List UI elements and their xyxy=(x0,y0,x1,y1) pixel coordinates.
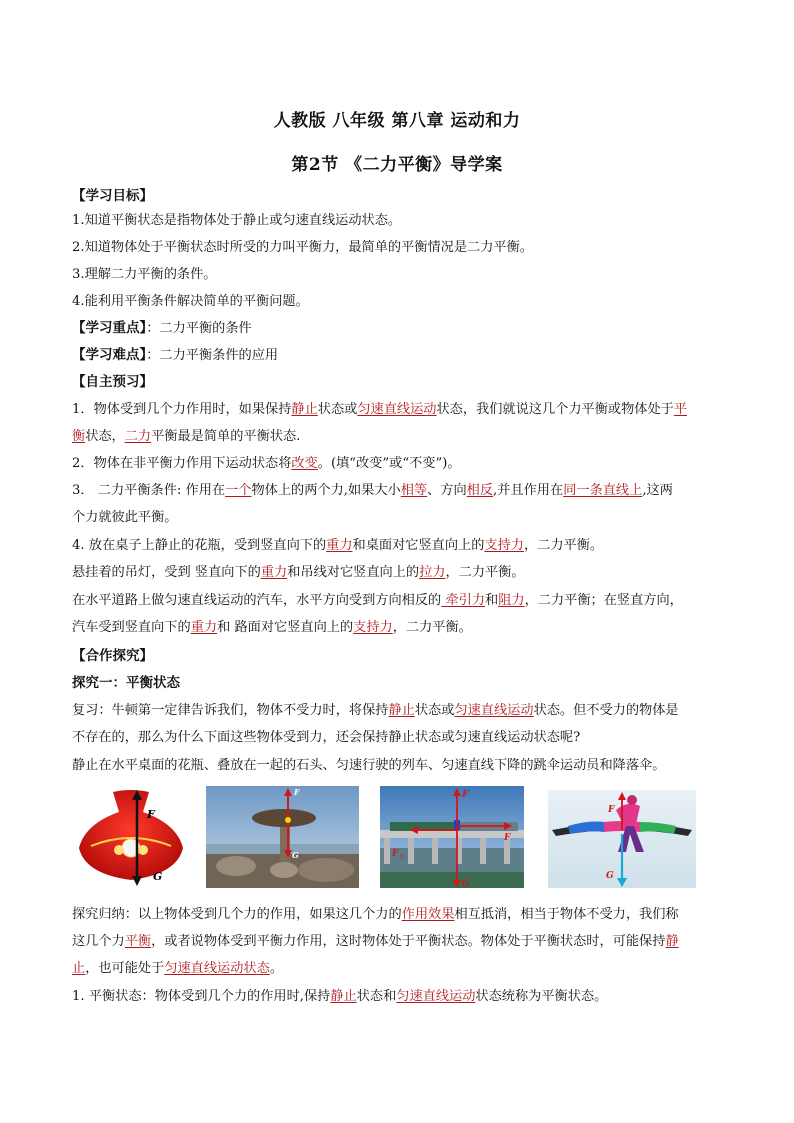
answer: 同一条直线上 xyxy=(563,483,643,498)
preview-q3-cont: 个力就彼此平衡。 xyxy=(72,510,178,525)
text: 汽车受到竖直向下的 xyxy=(72,620,191,635)
answer: 拉力 xyxy=(419,565,446,580)
key-point xyxy=(72,318,727,339)
text: 和 xyxy=(485,593,499,608)
answer: 作用效果 xyxy=(401,907,455,922)
text: 3． 二力平衡条件: 作用在 xyxy=(72,483,226,498)
text: 状态和 xyxy=(356,989,397,1004)
answer: 重力 xyxy=(326,538,353,553)
explore-heading: 【合作探究】 xyxy=(72,648,153,664)
answer: 平衡 xyxy=(124,934,152,949)
force-label-ff: F xyxy=(504,833,511,843)
review-line-1 xyxy=(72,701,727,721)
preview-q4-car xyxy=(72,591,727,611)
difficulty-point xyxy=(72,345,727,366)
key-heading: 【学习重点】 xyxy=(72,320,147,336)
answer: 重力 xyxy=(260,565,288,580)
goal-item-2: 2.知道物体处于平衡状态时所受的力叫平衡力，最简单的平衡情况是二力平衡。 xyxy=(72,240,533,255)
answer: 静止 xyxy=(388,703,415,718)
text: 探究归纳：以上物体受到几个力的作用，如果这几个力的 xyxy=(72,907,402,922)
answer: 相反 xyxy=(466,483,494,498)
force-label-f: F xyxy=(462,790,469,800)
text: 悬挂着的吊灯，受到 竖直向下的 xyxy=(72,565,261,580)
text: ，二力平衡。 xyxy=(392,620,472,635)
text: 复习：牛顿第一定律告诉我们，物体不受力时，将保持 xyxy=(72,703,389,718)
answer: 匀速直线运动 xyxy=(396,989,476,1004)
summary-line-1 xyxy=(72,905,727,925)
text: 在水平道路上做匀速直线运动的汽车，水平方向受到方向相反的 xyxy=(72,593,442,608)
force-label-f: F xyxy=(608,805,615,815)
answer: 平 xyxy=(673,402,688,417)
text: ，二力平衡。 xyxy=(445,565,525,580)
answer: 支持力 xyxy=(484,538,524,553)
text: 状态。但不受力的物体是 xyxy=(533,703,679,718)
force-label-f: F xyxy=(147,808,155,821)
text: 2．物体在非平衡力作用下运动状态将 xyxy=(72,456,292,471)
text: 状态或 xyxy=(317,402,358,417)
preview-q1-cont xyxy=(72,427,727,447)
text: 状态， xyxy=(85,429,125,444)
text: 、方向 xyxy=(427,483,467,498)
answer: 一个 xyxy=(225,483,252,498)
text: 和桌面对它竖直向上的 xyxy=(352,538,485,553)
preview-q4-car-cont xyxy=(72,618,727,638)
doc-title: 人教版 八年级 第八章 运动和力 xyxy=(273,111,521,131)
train-figure xyxy=(380,786,524,888)
text: ,并且作用在 xyxy=(493,483,564,498)
summary-line-2 xyxy=(72,932,727,952)
review-line-2: 不存在的，那么为什么下面这些物体受到力，还会保持静止状态或匀速直线运动状态呢? xyxy=(72,730,581,745)
text: 这几个力 xyxy=(72,934,125,949)
preview-q2 xyxy=(72,454,727,474)
vase-figure xyxy=(73,786,189,888)
answer: 二力 xyxy=(124,429,152,444)
answer: 重力 xyxy=(190,620,218,635)
answer: 衡 xyxy=(72,429,86,444)
answer: 相等 xyxy=(400,483,428,498)
preview-q4 xyxy=(72,536,727,556)
goals-heading: 【学习目标】 xyxy=(72,188,153,204)
preview-q4-lamp xyxy=(72,563,727,583)
text: 状态或 xyxy=(414,703,455,718)
goal-item-3: 3.理解二力平衡的条件。 xyxy=(72,267,217,282)
force-label-g: G xyxy=(292,850,299,860)
force-label-g: G xyxy=(153,870,163,883)
force-label-g: G xyxy=(606,871,614,881)
explore-sub: 探究一：平衡状态 xyxy=(72,675,180,691)
text: 。(填“改变”或“不变”)。 xyxy=(317,456,461,471)
text: 和吊线对它竖直向上的 xyxy=(287,565,420,580)
answer: 静止 xyxy=(330,989,357,1004)
force-label-g: G xyxy=(462,879,470,888)
answer: 匀速直线运动 xyxy=(357,402,437,417)
answer: 静 xyxy=(665,934,679,949)
force-label-fq: F xyxy=(392,849,399,859)
text: 。 xyxy=(269,961,283,976)
text: 相互抵消，相当于物体不受力，我们称 xyxy=(454,907,679,922)
review-line-3: 静止在水平桌面的花瓶、叠放在一起的石头、匀速行驶的列车、匀速直线下降的跳伞运动员和降落伞。 xyxy=(72,758,666,773)
text: 1. 平衡状态：物体受到几个力的作用时,保持 xyxy=(72,989,331,1004)
answer: 阻力 xyxy=(498,593,525,608)
preview-q3 xyxy=(72,481,727,501)
answer: 改变 xyxy=(291,456,318,471)
answer: 牵引力 xyxy=(441,593,486,608)
text: 物体上的两个力,如果大小 xyxy=(251,483,401,498)
text: ，二力平衡；在竖直方向， xyxy=(524,593,683,608)
answer: 止 xyxy=(72,961,86,976)
difficulty-heading: 【学习难点】 xyxy=(72,347,147,363)
summary-definition xyxy=(72,987,727,1007)
preview-q1 xyxy=(72,400,727,420)
force-label-fq-sub: 牵 xyxy=(399,854,406,861)
goal-item-1: 1.知道平衡状态是指物体处于静止或匀速直线运动状态。 xyxy=(72,213,402,228)
text: ，也可能处于 xyxy=(85,961,165,976)
force-label-f: F xyxy=(294,787,300,797)
text: 平衡最是简单的平衡状态. xyxy=(151,429,301,444)
text: 和 路面对它竖直向上的 xyxy=(217,620,354,635)
key-text: ：二力平衡的条件 xyxy=(146,321,252,336)
parachute-figure xyxy=(548,790,696,888)
preview-heading: 【自主预习】 xyxy=(72,374,153,390)
text: 4. 放在桌子上静止的花瓶，受到竖直向下的 xyxy=(72,538,327,553)
text: 1．物体受到几个力作用时，如果保持 xyxy=(72,402,292,417)
difficulty-text: ：二力平衡条件的应用 xyxy=(146,348,279,363)
answer: 匀速直线运动状态 xyxy=(164,961,270,976)
text: ，二力平衡。 xyxy=(523,538,604,553)
answer: 匀速直线运动 xyxy=(454,703,534,718)
summary-line-3 xyxy=(72,959,727,979)
text: 状态，我们就说这几个力平衡或物体处于 xyxy=(436,402,674,417)
text: 状态统称为平衡状态。 xyxy=(475,989,608,1004)
goal-item-4: 4.能利用平衡条件解决简单的平衡问题。 xyxy=(72,294,309,309)
doc-subtitle: 第2节 《二力平衡》导学案 xyxy=(291,155,503,175)
text: ，或者说物体受到平衡力作用，这时物体处于平衡状态。物体处于平衡状态时，可能保持 xyxy=(151,934,666,949)
text: ,这两 xyxy=(642,483,673,498)
stones-figure xyxy=(206,786,359,888)
answer: 支持力 xyxy=(353,620,393,635)
answer: 静止 xyxy=(291,402,318,417)
